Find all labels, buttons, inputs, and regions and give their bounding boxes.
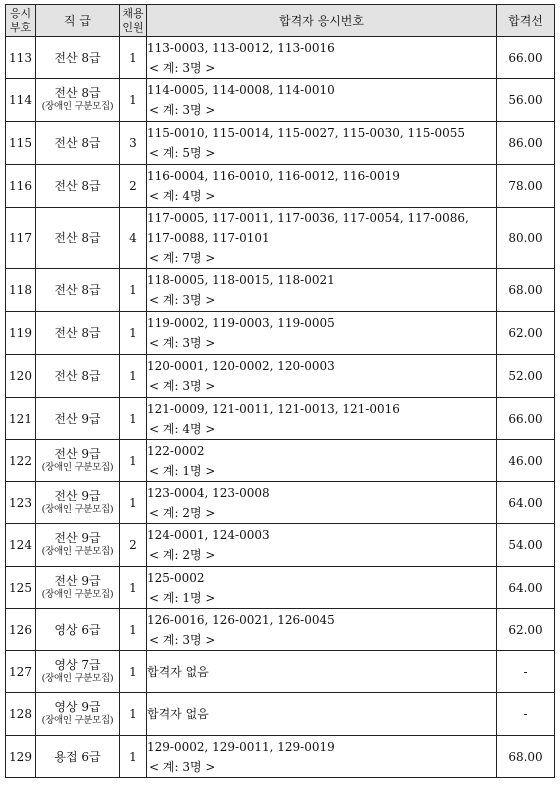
grade-cell bbox=[36, 524, 120, 567]
cutoff-cell: 66.00 bbox=[497, 37, 555, 79]
header-row bbox=[6, 5, 555, 37]
hires-cell: 4 bbox=[120, 208, 147, 269]
passer-count: < 계: 4명 > bbox=[149, 421, 216, 436]
passer-count: < 계: 3명 > bbox=[149, 60, 216, 75]
grade-cell bbox=[36, 37, 120, 79]
hires-cell: 1 bbox=[120, 609, 147, 651]
table-row bbox=[6, 482, 555, 524]
passers-cell bbox=[147, 355, 497, 398]
cutoff-cell: 56.00 bbox=[497, 79, 555, 122]
grade-name: 전산 8급 bbox=[54, 50, 101, 65]
results-table bbox=[5, 4, 555, 778]
grade-cell bbox=[36, 312, 120, 355]
grade-cell bbox=[36, 122, 120, 165]
table-row bbox=[6, 567, 555, 609]
exam-no-cell: 129 bbox=[6, 736, 36, 778]
cutoff-cell: 64.00 bbox=[497, 482, 555, 524]
passer-count: < 계: 3명 > bbox=[149, 103, 216, 117]
passer-ids: 113-0003, 113-0012, 113-0016 bbox=[147, 40, 335, 55]
passers-cell bbox=[147, 693, 497, 736]
grade-name: 전산 8급 bbox=[54, 179, 101, 193]
grade-note: (장애인 구분모집) bbox=[41, 715, 114, 726]
passers-cell bbox=[147, 79, 497, 122]
table-row bbox=[6, 269, 555, 312]
passer-ids: 123-0004, 123-0008 bbox=[147, 485, 270, 500]
grade-cell bbox=[36, 482, 120, 524]
table-row bbox=[6, 693, 555, 736]
exam-no-cell: 118 bbox=[6, 269, 36, 312]
passer-count: < 계: 1명 > bbox=[149, 590, 216, 605]
grade-note: (장애인 구분모집) bbox=[41, 672, 114, 684]
passers-cell bbox=[147, 122, 497, 165]
grade-name: 전산 8급 bbox=[54, 369, 101, 383]
grade-name: 전산 9급 bbox=[54, 531, 101, 545]
exam-no-cell: 119 bbox=[6, 312, 36, 355]
exam-no-cell: 127 bbox=[6, 651, 36, 693]
exam-no-cell: 115 bbox=[6, 122, 36, 165]
hires-cell: 3 bbox=[120, 122, 147, 165]
grade-name: 전산 8급 bbox=[54, 136, 101, 150]
passer-ids: 120-0001, 120-0002, 120-0003 bbox=[147, 359, 335, 373]
cutoff-cell: 52.00 bbox=[497, 355, 555, 398]
grade-cell bbox=[36, 609, 120, 651]
exam-no-cell: 113 bbox=[6, 37, 36, 79]
table-row bbox=[6, 208, 555, 269]
grade-note: (장애인 구분모집) bbox=[41, 503, 114, 515]
header-hires bbox=[120, 5, 147, 37]
cutoff-cell: 46.00 bbox=[497, 440, 555, 482]
results-body bbox=[6, 37, 555, 778]
passer-ids: 125-0002 bbox=[147, 570, 205, 585]
passer-count: < 계: 3명 > bbox=[149, 336, 216, 350]
passers-cell bbox=[147, 524, 497, 567]
passers-cell bbox=[147, 208, 497, 269]
grade-cell bbox=[36, 398, 120, 440]
passer-count: < 계: 3명 > bbox=[149, 293, 216, 307]
grade-cell bbox=[36, 79, 120, 122]
table-row bbox=[6, 37, 555, 79]
table-row bbox=[6, 79, 555, 122]
table-row bbox=[6, 312, 555, 355]
cutoff-cell: 80.00 bbox=[497, 208, 555, 269]
grade-note: (장애인 구분모집) bbox=[41, 101, 114, 112]
passer-ids: 122-0002 bbox=[147, 443, 205, 458]
passer-count: < 계: 4명 > bbox=[149, 189, 216, 203]
grade-cell bbox=[36, 736, 120, 778]
table-row bbox=[6, 398, 555, 440]
passers-cell bbox=[147, 736, 497, 778]
grade-cell bbox=[36, 269, 120, 312]
passer-ids: 129-0002, 129-0011, 129-0019 bbox=[147, 739, 335, 754]
cutoff-cell: 86.00 bbox=[497, 122, 555, 165]
hires-cell: 1 bbox=[120, 37, 147, 79]
header-exam-no bbox=[6, 5, 36, 37]
header-grade: 직 급 bbox=[36, 5, 120, 37]
hires-cell: 1 bbox=[120, 355, 147, 398]
grade-cell bbox=[36, 355, 120, 398]
hires-cell: 1 bbox=[120, 736, 147, 778]
table-row bbox=[6, 122, 555, 165]
passer-count: < 계: 2명 > bbox=[149, 548, 216, 562]
cutoff-cell: 62.00 bbox=[497, 609, 555, 651]
grade-name: 전산 8급 bbox=[54, 326, 101, 340]
hires-cell: 2 bbox=[120, 165, 147, 208]
passer-count: < 계: 1명 > bbox=[149, 463, 216, 478]
cutoff-cell: 64.00 bbox=[497, 567, 555, 609]
passer-count: < 계: 5명 > bbox=[149, 146, 216, 160]
hires-cell: 1 bbox=[120, 567, 147, 609]
grade-name: 용접 6급 bbox=[54, 749, 101, 764]
grade-name: 전산 8급 bbox=[54, 231, 101, 245]
table-row bbox=[6, 355, 555, 398]
passers-cell bbox=[147, 651, 497, 693]
cutoff-cell: 68.00 bbox=[497, 269, 555, 312]
passer-count: < 계: 2명 > bbox=[149, 505, 216, 520]
hires-cell: 1 bbox=[120, 693, 147, 736]
cutoff-cell: - bbox=[497, 651, 555, 693]
header-passers: 합격자 응시번호 bbox=[147, 5, 497, 37]
exam-no-cell: 122 bbox=[6, 440, 36, 482]
header-exam-no-label: 응시 부호 bbox=[9, 6, 32, 34]
exam-no-cell: 117 bbox=[6, 208, 36, 269]
table-row bbox=[6, 736, 555, 778]
grade-name: 전산 9급 bbox=[54, 411, 101, 426]
passer-count: < 계: 3명 > bbox=[149, 632, 216, 647]
hires-cell: 1 bbox=[120, 269, 147, 312]
passer-ids: 합격자 없음 bbox=[147, 664, 209, 679]
passers-cell bbox=[147, 165, 497, 208]
grade-cell bbox=[36, 651, 120, 693]
table-row bbox=[6, 165, 555, 208]
passer-ids: 합격자 없음 bbox=[147, 707, 209, 721]
grade-name: 전산 9급 bbox=[54, 488, 101, 503]
passers-cell bbox=[147, 440, 497, 482]
grade-name: 전산 8급 bbox=[54, 86, 101, 100]
hires-cell: 1 bbox=[120, 440, 147, 482]
table-row bbox=[6, 524, 555, 567]
passer-ids: 126-0016, 126-0021, 126-0045 bbox=[147, 612, 335, 627]
cutoff-cell: 66.00 bbox=[497, 398, 555, 440]
grade-name: 영상 7급 bbox=[54, 657, 101, 672]
hires-cell: 1 bbox=[120, 482, 147, 524]
passers-cell bbox=[147, 482, 497, 524]
table-row bbox=[6, 440, 555, 482]
passers-cell bbox=[147, 37, 497, 79]
hires-cell: 1 bbox=[120, 651, 147, 693]
passer-count: < 계: 3명 > bbox=[149, 379, 216, 393]
passer-ids: 115-0010, 115-0014, 115-0027, 115-0030, 115-0055 bbox=[147, 126, 466, 140]
grade-cell bbox=[36, 208, 120, 269]
passer-count: < 계: 7명 > bbox=[149, 251, 216, 265]
passers-cell bbox=[147, 269, 497, 312]
hires-cell: 1 bbox=[120, 398, 147, 440]
cutoff-cell: 54.00 bbox=[497, 524, 555, 567]
grade-name: 영상 9급 bbox=[54, 700, 101, 714]
grade-note: (장애인 구분모집) bbox=[41, 546, 114, 557]
passer-ids: 118-0005, 118-0015, 118-0021 bbox=[147, 273, 335, 287]
passer-ids: 121-0009, 121-0011, 121-0013, 121-0016 bbox=[147, 401, 400, 416]
passers-cell bbox=[147, 398, 497, 440]
passer-ids: 117-0005, 117-0011, 117-0036, 117-0054, 117-0086, 117-0088, 117-0101 bbox=[147, 211, 469, 245]
exam-no-cell: 125 bbox=[6, 567, 36, 609]
passer-ids: 124-0001, 124-0003 bbox=[147, 528, 270, 542]
grade-name: 전산 9급 bbox=[54, 446, 101, 461]
exam-no-cell: 126 bbox=[6, 609, 36, 651]
hires-cell: 2 bbox=[120, 524, 147, 567]
grade-note: (장애인 구분모집) bbox=[41, 588, 114, 600]
hires-cell: 1 bbox=[120, 79, 147, 122]
passers-cell bbox=[147, 567, 497, 609]
exam-no-cell: 128 bbox=[6, 693, 36, 736]
exam-no-cell: 114 bbox=[6, 79, 36, 122]
exam-no-cell: 120 bbox=[6, 355, 36, 398]
cutoff-cell: 62.00 bbox=[497, 312, 555, 355]
table-row bbox=[6, 609, 555, 651]
passer-ids: 114-0005, 114-0008, 114-0010 bbox=[147, 83, 335, 97]
passer-count: < 계: 3명 > bbox=[149, 759, 216, 774]
cutoff-cell: 78.00 bbox=[497, 165, 555, 208]
table-row bbox=[6, 651, 555, 693]
passers-cell bbox=[147, 609, 497, 651]
grade-cell bbox=[36, 165, 120, 208]
hires-cell: 1 bbox=[120, 312, 147, 355]
grade-note: (장애인 구분모집) bbox=[41, 461, 114, 473]
exam-no-cell: 124 bbox=[6, 524, 36, 567]
grade-name: 전산 8급 bbox=[54, 283, 101, 297]
grade-name: 전산 9급 bbox=[54, 573, 101, 588]
grade-cell bbox=[36, 693, 120, 736]
grade-cell bbox=[36, 440, 120, 482]
exam-no-cell: 116 bbox=[6, 165, 36, 208]
cutoff-cell: - bbox=[497, 693, 555, 736]
exam-no-cell: 121 bbox=[6, 398, 36, 440]
exam-no-cell: 123 bbox=[6, 482, 36, 524]
passer-ids: 116-0004, 116-0010, 116-0012, 116-0019 bbox=[147, 169, 400, 183]
cutoff-cell: 68.00 bbox=[497, 736, 555, 778]
header-cutoff: 합격선 bbox=[497, 5, 555, 37]
grade-cell bbox=[36, 567, 120, 609]
passer-ids: 119-0002, 119-0003, 119-0005 bbox=[147, 316, 335, 330]
passers-cell bbox=[147, 312, 497, 355]
grade-name: 영상 6급 bbox=[54, 622, 101, 637]
header-hires-label: 채용 인원 bbox=[122, 6, 144, 34]
